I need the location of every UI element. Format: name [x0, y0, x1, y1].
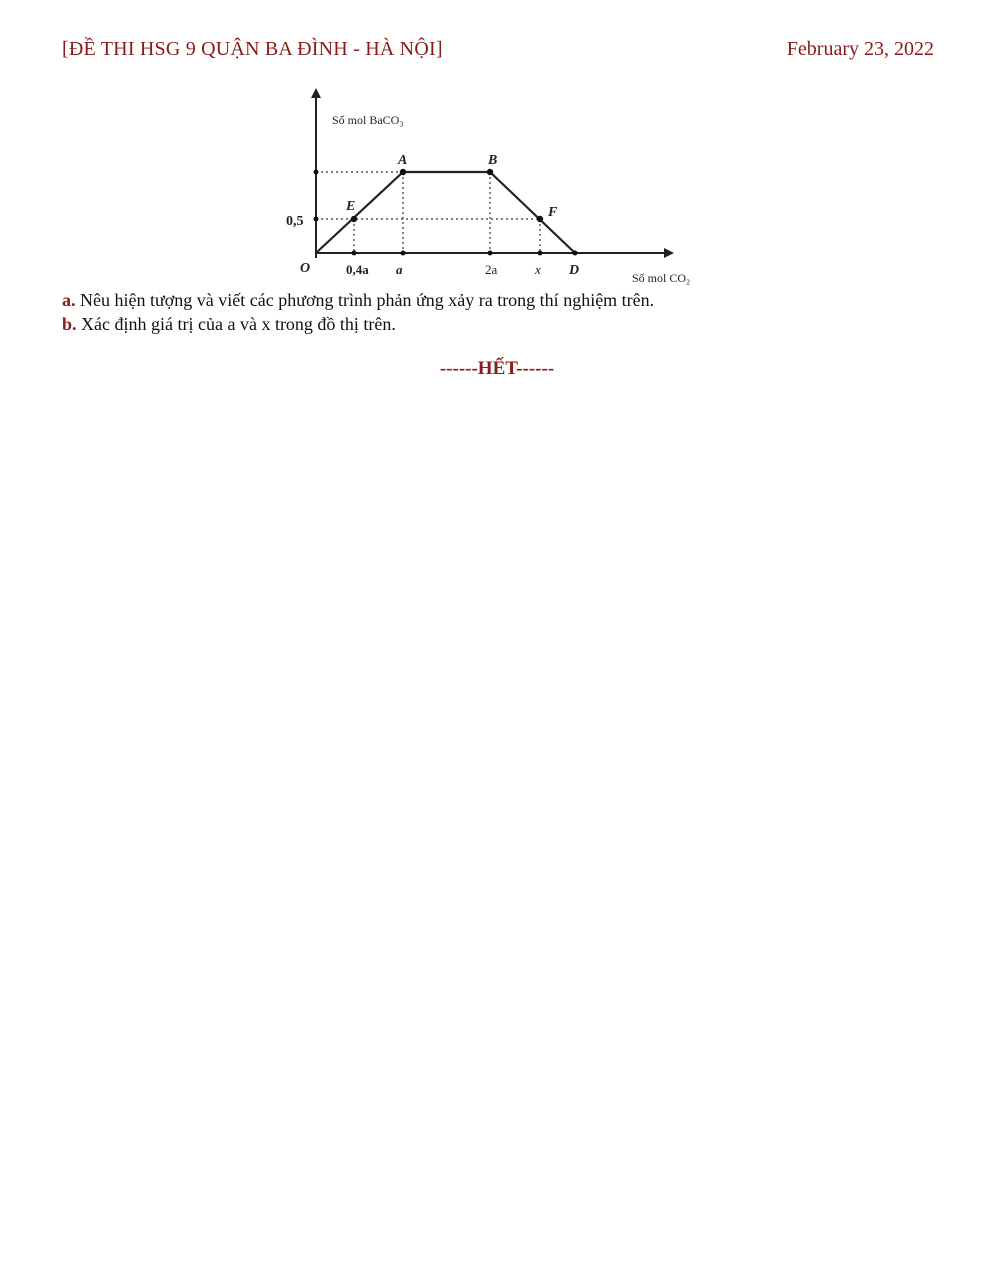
question-b-label: b. — [62, 314, 77, 334]
origin-label: O — [300, 261, 311, 276]
question-a-label: a. — [62, 290, 76, 310]
graph-svg — [270, 84, 730, 294]
end-marker: ------HẾT------ — [439, 358, 555, 379]
x-axis-label: Số mol CO₂ — [632, 271, 691, 285]
exam-title: [ĐỀ THI HSG 9 QUẬN BA ĐÌNH - HÀ NỘI] — [62, 38, 443, 60]
x-axis-arrow — [664, 248, 674, 258]
x-tick-x: x — [535, 262, 541, 277]
y-tick-label: 0,5 — [286, 214, 304, 229]
exam-date: February 23, 2022 — [786, 38, 934, 60]
y-axis-arrow — [311, 88, 321, 98]
question-a — [62, 290, 654, 311]
y-axis-label: Số mol BaCO₃ — [332, 113, 404, 127]
question-b — [62, 314, 396, 335]
question-b-text: Xác định giá trị của a và x trong đồ thị trên. — [81, 314, 396, 334]
point-b-label: B — [488, 153, 498, 168]
x-tick-0-4a: 0,4a — [346, 262, 369, 277]
point-e-label: E — [346, 199, 356, 214]
point-a-label: A — [398, 153, 408, 168]
graph-figure — [270, 84, 730, 294]
x-tick-d: D — [569, 263, 580, 278]
x-tick-2a: 2a — [485, 262, 498, 277]
question-a-text: Nêu hiện tượng và viết các phương trình phản ứng xảy ra trong thí nghiệm trên. — [80, 290, 655, 310]
x-tick-a: a — [396, 262, 403, 277]
point-f-label: F — [548, 205, 558, 220]
